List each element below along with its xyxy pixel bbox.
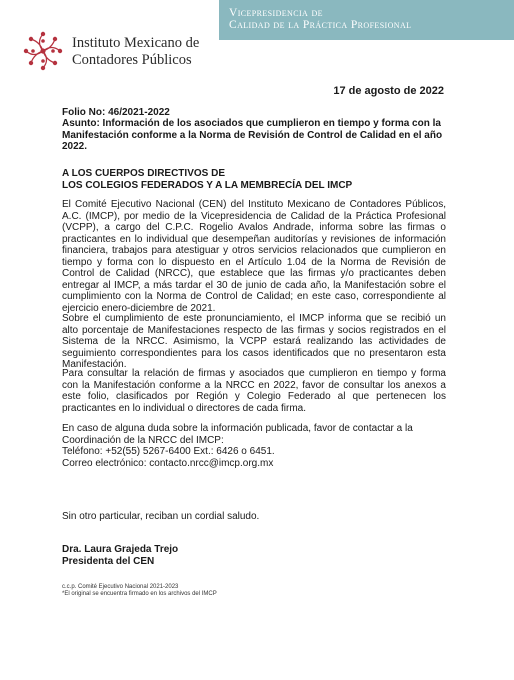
org-line-2: Contadores Públicos: [72, 52, 192, 68]
closing-salutation: Sin otro particular, reciban un cordial saludo.: [62, 511, 260, 522]
recipient: [62, 168, 446, 191]
cc-line-2: *El original se encuentra firmado en los archivos del IMCP: [62, 591, 217, 597]
contact-email: Correo electrónico: contacto.nrcc@imcp.org.mx: [62, 457, 274, 469]
letter-date: 17 de agosto de 2022: [333, 85, 444, 97]
banner-line-1: Vicepresidencia de: [229, 7, 323, 19]
organization-name: [72, 35, 199, 69]
carbon-copy-note: [62, 584, 217, 598]
contact-intro: En caso de alguna duda sobre la información publicada, favor de contactar a la Coordinación de la NRCC del IMCP:: [62, 423, 413, 446]
org-line-1: Instituto Mexicano de: [72, 35, 200, 51]
imcp-logo-icon: [22, 30, 64, 72]
banner-line-2: Calidad de la Práctica Profesional: [229, 19, 412, 31]
subject-line: Asunto: Información de los asociados que cumplieron en tiempo y forma con la Manifestación conforme a la Norma de Revisión de Control de Calidad en el año 2022.: [62, 118, 443, 152]
vicepresidency-banner: [219, 0, 514, 40]
paragraph-3: Para consultar la relación de firmas y asociados que cumplieron en tiempo y forma con la Manifestación conforme a la NRCC en 2022, favor de consultar los anexos a este folio, clasificados por Región y Colegio Federado al que pertenecen los practicantes en lo individual o directores de cada firma.: [62, 368, 446, 414]
folio-number: Folio No: 46/2021-2022: [62, 107, 170, 118]
signer-name: Dra. Laura Grajeda Trejo: [62, 544, 179, 555]
recipient-line-1: A LOS CUERPOS DIRECTIVOS DE: [62, 168, 225, 179]
contact-paragraph: [62, 423, 446, 469]
contact-phone: Teléfono: +52(55) 5267-6400 Ext.: 6426 o 6451.: [62, 446, 275, 457]
signer-title: Presidenta del CEN: [62, 556, 155, 567]
recipient-line-2: LOS COLEGIOS FEDERADOS Y A LA MEMBRECÍA DEL IMCP: [62, 179, 353, 191]
paragraph-2: Sobre el cumplimiento de este pronunciamiento, el IMCP informa que se recibió un alto porcentaje de Manifestaciones respecto de las firmas y socios registrados en el Sistema de la NRCC. Asimismo, la VCPP estará realizando las actividades de seguimiento correspondientes para los casos identificados que no presentaron esta Manifestación.: [62, 313, 446, 370]
paragraph-1: El Comité Ejecutivo Nacional (CEN) del Instituto Mexicano de Contadores Públicos, A.C. (IMCP), por medio de la Vicepresidencia de Calidad de la Práctica Profesional (VCPP), a cargo del C.P.C. Rogelio Avalos Andrade, informa sobre las firmas o practicantes en lo individual que desempeñan auditorías y revisiones de información financiera, trabajos para atestiguar y otros servicios relacionados que cumplieron en tiempo y forma con lo dispuesto en el Artículo 1.04 de la Norma de Revisión de Control de Calidad (NRCC), que establece que las firmas y/o practicantes deben entregar al IMCP, a más tardar el 30 de junio de cada año, la Manifestación sobre el cumplimiento con la Norma de Control de Calidad; en este caso, correspondiente al ejercicio enero-diciembre de 2021.: [62, 199, 446, 314]
cc-line-1: c.c.p. Comité Ejecutivo Nacional 2021-2023: [62, 584, 179, 590]
